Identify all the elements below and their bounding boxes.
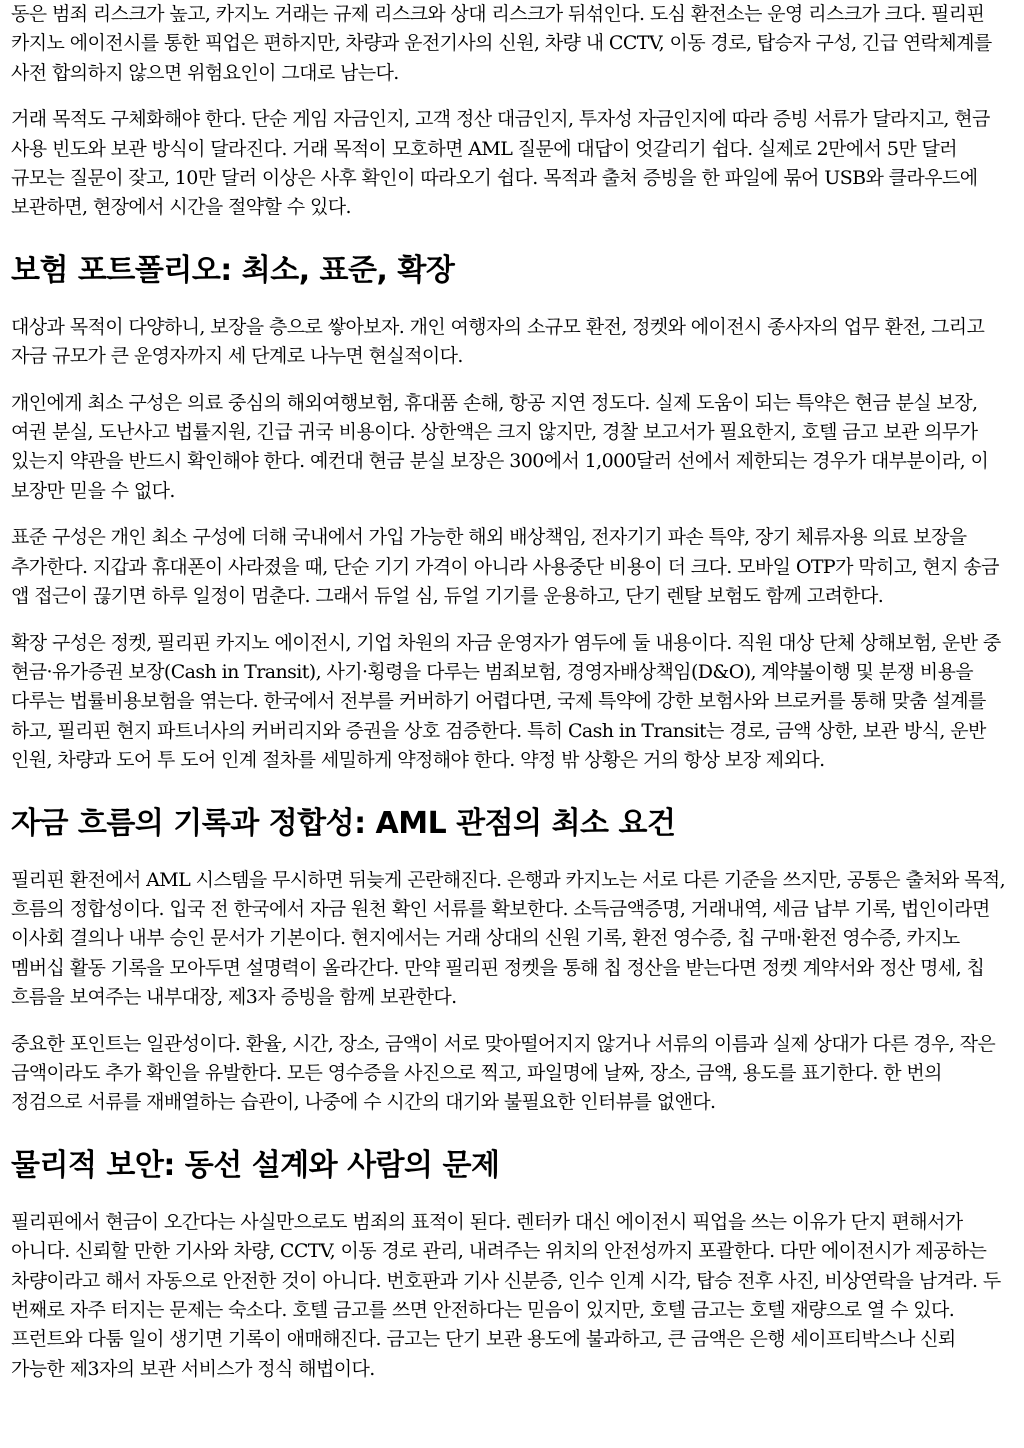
insurance-paragraph-1: 대상과 목적이 다양하니, 보장을 층으로 쌓아보자. 개인 여행자의 소규모 환전, 정켓와 에이전시 종사자의 업무 환전, 그리고 자금 규모가 큰 운영자까지 세 단계로 나누면 현실적이다. bbox=[11, 315, 985, 368]
section-heading-aml: 자금 흐름의 기록과 정합성: AML 관점의 최소 요건 bbox=[11, 805, 676, 841]
insurance-paragraph-3: 표준 구성은 개인 최소 구성에 더해 국내에서 가입 가능한 해외 배상책임, 전자기기 파손 특약, 장기 체류자용 의료 보장을 추가한다. 지갑과 휴대폰이 사라졌을 때, 단순 기기 가격이 아니라 사용중단 비용이 더 크다. 모바일 OTP가 막히고, 현지 송금 앱 접근이 끊기면 하루 일정이 멈춘다. 그래서 듀얼 심, 듀얼 기기를 운용하고, 단기 렌탈 보험도 함께 고려한다. bbox=[11, 526, 999, 608]
intro-paragraph-2: 거래 목적도 구체화해야 한다. 단순 게임 자금인지, 고객 정산 대금인지, 투자성 자금인지에 따라 증빙 서류가 달라지고, 현금 사용 빈도와 보관 방식이 달라진다. 거래 목적이 모호하면 AML 질문에 대답이 엇갈리기 쉽다. 실제로 2만에서 5만 달러 규모는 질문이 잦고, 10만 달러 이상은 사후 확인이 따라오기 쉽다. 목적과 출처 증빙을 한 파일에 묶어 USB와 클라우드에 보관하면, 현장에서 시간을 절약할 수 있다. bbox=[11, 108, 990, 219]
section-heading-insurance: 보험 포트폴리오: 최소, 표준, 확장 bbox=[11, 252, 455, 288]
security-paragraph-1: 필리핀에서 현금이 오간다는 사실만으로도 범죄의 표적이 된다. 렌터카 대신 에이전시 픽업을 쓰는 이유가 단지 편해서가 아니다. 신뢰할 만한 기사와 차량, CCTV, 이동 경로 관리, 내려주는 위치의 안전성까지 포괄한다. 다만 에이전시가 제공하는 차량이라고 해서 자동으로 안전한 것이 아니다. 번호판과 기사 신분증, 인수 인계 시각, 탑승 전후 사진, 비상연락을 남겨라. 두 번째로 자주 터지는 문제는 숙소다. 호텔 금고를 쓰면 안전하다는 믿음이 있지만, 호텔 금고는 호텔 재량으로 열 수 있다. 프런트와 다툼 일이 생기면 기록이 애매해진다. 금고는 단기 보관 용도에 불과하고, 큰 금액은 은행 세이프티박스나 신뢰 가능한 제3자의 보관 서비스가 정식 해법이다. bbox=[11, 1210, 1001, 1380]
insurance-paragraph-2: 개인에게 최소 구성은 의료 중심의 해외여행보험, 휴대품 손해, 항공 지연 정도다. 실제 도움이 되는 특약은 현금 분실 보장, 여권 분실, 도난사고 법률지원, 긴급 귀국 비용이다. 상한액은 크지 않지만, 경찰 보고서가 필요한지, 호텔 금고 보관 의무가 있는지 약관을 반드시 확인해야 한다. 예컨대 현금 분실 보장은 300에서 1,000달러 선에서 제한되는 경우가 대부분이라, 이 보장만 믿을 수 없다. bbox=[11, 391, 989, 502]
section-heading-physical-security: 물리적 보안: 동선 설계와 사람의 문제 bbox=[11, 1147, 500, 1183]
article-body bbox=[11, 0, 1013, 1384]
insurance-paragraph-4: 확장 구성은 정켓, 필리핀 카지노 에이전시, 기업 차원의 자금 운영자가 염두에 둘 내용이다. 직원 대상 단체 상해보험, 운반 중 현금·유가증권 보장(Cash in Transit), 사기·횡령을 다루는 범죄보험, 경영자배상책임(D&O), 계약불이행 및 분쟁 비용을 다루는 법률비용보험을 엮는다. 한국에서 전부를 커버하기 어렵다면, 국제 특약에 강한 보험사와 브로커를 통해 맞춤 설계를 하고, 필리핀 현지 파트너사의 커버리지와 증권을 상호 검증한다. 특히 Cash in Transit는 경로, 금액 상한, 보관 방식, 운반 인원, 차량과 도어 투 도어 인계 절차를 세밀하게 약정해야 한다. 약정 밖 상황은 거의 항상 보장 제외다. bbox=[11, 631, 1001, 772]
aml-paragraph-1: 필리핀 환전에서 AML 시스템을 무시하면 뒤늦게 곤란해진다. 은행과 카지노는 서로 다른 기준을 쓰지만, 공통은 출처와 목적, 흐름의 정합성이다. 입국 전 한국에서 자금 원천 확인 서류를 확보한다. 소득금액증명, 거래내역, 세금 납부 기록, 법인이라면 이사회 결의나 내부 승인 문서가 기본이다. 현지에서는 거래 상대의 신원 기록, 환전 영수증, 칩 구매·환전 영수증, 카지노 멤버십 활동 기록을 모아두면 설명력이 올라간다. 만약 필리핀 정켓을 통해 칩 정산을 받는다면 정켓 계약서와 정산 명세, 칩 흐름을 보여주는 내부대장, 제3자 증빙을 함께 보관한다. bbox=[11, 868, 1006, 1009]
aml-paragraph-2: 중요한 포인트는 일관성이다. 환율, 시간, 장소, 금액이 서로 맞아떨어지지 않거나 서류의 이름과 실제 상대가 다른 경우, 작은 금액이라도 추가 확인을 유발한다. 모든 영수증을 사진으로 찍고, 파일명에 날짜, 장소, 금액, 용도를 표기한다. 한 번의 정검으로 서류를 재배열하는 습관이, 나중에 수 시간의 대기와 불필요한 인터뷰를 없앤다. bbox=[11, 1032, 996, 1114]
intro-paragraph-1: 동은 범죄 리스크가 높고, 카지노 거래는 규제 리스크와 상대 리스크가 뒤섞인다. 도심 환전소는 운영 리스크가 크다. 필리핀 카지노 에이전시를 통한 픽업은 편하지만, 차량과 운전기사의 신원, 차량 내 CCTV, 이동 경로, 탑승자 구성, 긴급 연락체계를 사전 합의하지 않으면 위험요인이 그대로 남는다. bbox=[11, 3, 992, 84]
